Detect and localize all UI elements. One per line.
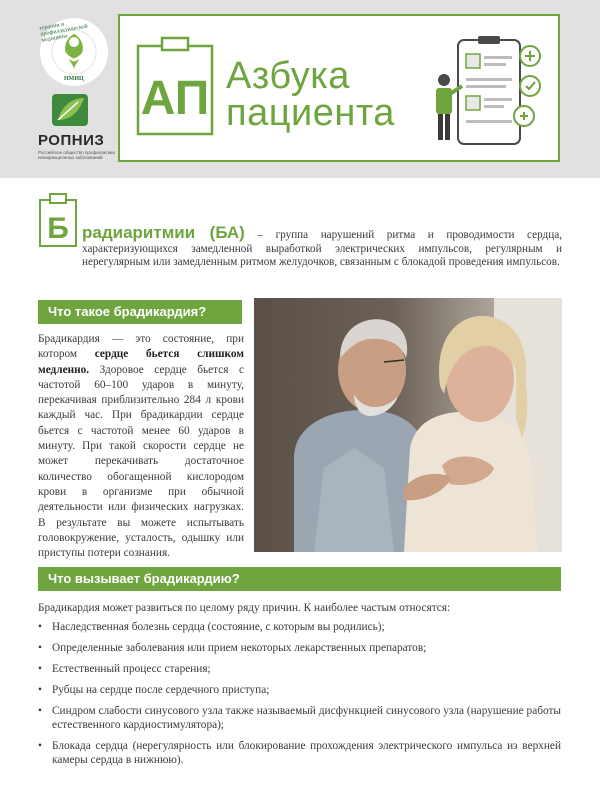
- section1-text-after: Здоровое сердце бьется с частотой 60–100 ударов в минуту, перекачивая приблизительно 284 л крови каждый час. При брадикардии сердце бьется с частотой менее 60 ударов в минуту. При такой скорости сердце не может перекачивать достаточное количество обогащенной кислородом крови в организме при обычной деятельности или физических нагрузках. В результате вы можете испытывать головокружение, усталость, одышку или приступы потери сознания.: [38, 363, 244, 560]
- clipboard-b-icon: [38, 192, 78, 248]
- bullet: •: [38, 663, 42, 675]
- list-item: [38, 641, 561, 655]
- bullet: •: [38, 740, 42, 752]
- bullet: •: [38, 705, 42, 717]
- causes-list: [38, 620, 561, 774]
- list-item-text: Блокада сердца (нерегулярность или блокирование прохождения электрического импульса из верхней камеры сердца в нижнюю).: [52, 740, 561, 766]
- section2-intro: Брадикардия может развиться по целому ряду причин. К наиболее частым относятся:: [38, 602, 451, 614]
- list-item-text: Определенные заболевания или прием некоторых лекарственных препаратов;: [52, 642, 427, 654]
- section1-paragraph: [38, 332, 244, 561]
- definition-term: радиаритмии (БА): [82, 223, 245, 242]
- bullet: •: [38, 621, 42, 633]
- list-item-text: Рубцы на сердце после сердечного приступа;: [52, 684, 270, 696]
- section-heading-causes: Что вызывает брадикардию?: [38, 567, 561, 591]
- nmic-logo: [38, 16, 110, 88]
- list-item-text: Естественный процесс старения;: [52, 663, 211, 675]
- section1-text-bold: сердце бьется слишком медленно.: [38, 348, 244, 376]
- ropniz-subtitle: Российское общество профилактики неинфекционных заболеваний: [38, 150, 115, 160]
- elderly-couple-photo: [254, 298, 562, 552]
- brand-title: [226, 55, 395, 134]
- ap-letters: АП: [140, 72, 210, 125]
- doctor-clipboard-illustration: [432, 34, 550, 150]
- clipboard-ap-icon: [136, 36, 214, 136]
- logo-ring-org: НМИЦ: [64, 76, 84, 82]
- ropniz-name: РОПНИЗ: [38, 132, 105, 149]
- definition-text: – группа нарушений ритма и проводимости сердца, характеризующихся замедленной выработкой электрических импульсов, регулярным и нерегулярным или замедленным ритмом желудочков, связанным с блокадой проведения импульсов.: [82, 229, 562, 269]
- list-item-text: Синдром слабости синусового узла также называемый дисфункцией синусового узла (нарушение работы естественного кардиостимулятора);: [52, 705, 561, 731]
- list-item: [38, 620, 561, 634]
- brand-line-1: Азбука: [226, 55, 350, 97]
- list-item: [38, 662, 561, 676]
- list-item: [38, 739, 561, 767]
- section-heading-what-is: Что такое брадикардия?: [38, 300, 242, 324]
- ropniz-logo: [38, 94, 118, 162]
- logo-ring-text: терапии и профилактической медицины: [38, 21, 89, 44]
- section1-text-before: Брадикардия — это состояние, при котором: [38, 333, 244, 361]
- list-item-text: Наследственная болезнь сердца (состояние, с которым вы родились);: [52, 621, 385, 633]
- list-item: [38, 683, 561, 697]
- list-item: [38, 704, 561, 732]
- definition-paragraph: [82, 223, 562, 270]
- b-letter: Б: [47, 212, 69, 245]
- bullet: •: [38, 684, 42, 696]
- elderly-couple-image: [254, 298, 562, 552]
- leaf-icon: [52, 94, 88, 126]
- brand-line-2: пациента: [226, 92, 395, 134]
- bullet: •: [38, 642, 42, 654]
